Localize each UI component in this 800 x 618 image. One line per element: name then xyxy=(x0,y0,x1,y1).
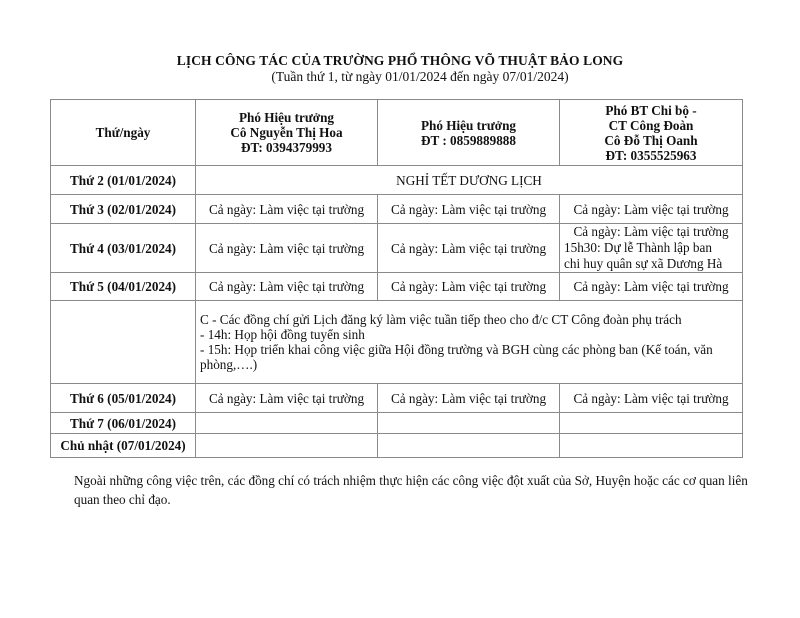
schedule-cell xyxy=(196,434,378,458)
schedule-cell: Cả ngày: Làm việc tại trường xyxy=(560,384,743,413)
schedule-cell xyxy=(378,434,560,458)
table-row xyxy=(51,166,743,195)
schedule-cell: Cả ngày: Làm việc tại trường 15h30: Dự lễ Thành lập ban chi huy quân sự xã Dương Hà xyxy=(560,224,743,273)
schedule-cell: Cả ngày: Làm việc tại trường xyxy=(378,195,560,224)
schedule-cell xyxy=(560,413,743,434)
schedule-cell: Cả ngày: Làm việc tại trường xyxy=(196,273,378,301)
notes-cell: C - Các đồng chí gửi Lịch đăng ký làm việc tuần tiếp theo cho đ/c CT Công đoàn phụ trách - 14h: Họp hội đồng tuyển sinh - 15h: Họp triển khai công việc giữa Hội đồng trường và BGH cùng các phòng ban (Kế toán, văn phòng,….) xyxy=(196,301,743,384)
day-cell: Thứ 7 (06/01/2024) xyxy=(51,413,196,434)
schedule-cell: Cả ngày: Làm việc tại trường xyxy=(378,273,560,301)
schedule-cell: Cả ngày: Làm việc tại trường xyxy=(196,195,378,224)
table-row xyxy=(51,224,743,273)
table-row xyxy=(51,384,743,413)
table-row xyxy=(51,273,743,301)
schedule-cell: Cả ngày: Làm việc tại trường xyxy=(196,224,378,273)
document-title: LỊCH CÔNG TÁC CỦA TRƯỜNG PHỔ THÔNG VÕ THUẬT BẢO LONG xyxy=(176,53,624,68)
schedule-cell: Cả ngày: Làm việc tại trường xyxy=(378,384,560,413)
holiday-cell: NGHỈ TẾT DƯƠNG LỊCH xyxy=(196,166,743,195)
schedule-cell: Cả ngày: Làm việc tại trường xyxy=(378,224,560,273)
document-subtitle: (Tuần thứ 1, từ ngày 01/01/2024 đến ngày 07/01/2024) xyxy=(271,69,569,84)
header-vice-principal-1: Phó Hiệu trưởng Cô Nguyễn Thị Hoa ĐT: 0394379993 xyxy=(196,100,378,166)
schedule-cell xyxy=(378,413,560,434)
schedule-table xyxy=(50,99,743,458)
table-row xyxy=(51,195,743,224)
day-cell-empty xyxy=(51,301,196,384)
table-row xyxy=(51,301,743,384)
schedule-cell xyxy=(196,413,378,434)
header-party-union: Phó BT Chi bộ - CT Công Đoàn Cô Đỗ Thị Oanh ĐT: 0355525963 xyxy=(560,100,743,166)
schedule-cell: Cả ngày: Làm việc tại trường xyxy=(560,273,743,301)
day-cell: Chủ nhật (07/01/2024) xyxy=(51,434,196,458)
header-vice-principal-2: Phó Hiệu trưởng ĐT : 0859889888 xyxy=(378,100,560,166)
day-cell: Thứ 3 (02/01/2024) xyxy=(51,195,196,224)
schedule-cell: Cả ngày: Làm việc tại trường xyxy=(196,384,378,413)
schedule-cell: Cả ngày: Làm việc tại trường xyxy=(560,195,743,224)
day-cell: Thứ 2 (01/01/2024) xyxy=(51,166,196,195)
footer-note: Ngoài những công việc trên, các đồng chí có trách nhiệm thực hiện các công việc đột xuất của Sở, Huyện hoặc các cơ quan liên quan theo chỉ đạo. xyxy=(74,473,748,507)
day-cell: Thứ 4 (03/01/2024) xyxy=(51,224,196,273)
table-row xyxy=(51,413,743,434)
table-row xyxy=(51,434,743,458)
day-cell: Thứ 5 (04/01/2024) xyxy=(51,273,196,301)
schedule-cell xyxy=(560,434,743,458)
header-day-column: Thứ/ngày xyxy=(51,100,196,166)
day-cell: Thứ 6 (05/01/2024) xyxy=(51,384,196,413)
table-header-row xyxy=(51,100,743,166)
